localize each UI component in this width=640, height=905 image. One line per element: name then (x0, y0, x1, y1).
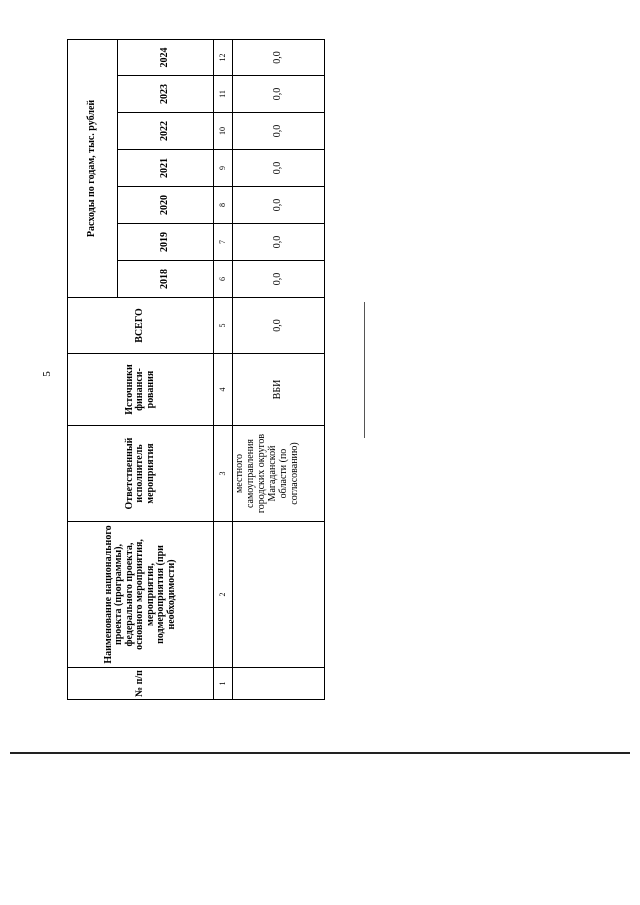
column-number: 2 (214, 522, 233, 668)
page-number: 5 (40, 371, 53, 377)
column-number: 9 (214, 150, 233, 187)
column-number: 6 (214, 261, 233, 298)
row-year-value: 0,0 (233, 187, 325, 224)
column-number: 5 (214, 298, 233, 354)
header-year: 2018 (118, 261, 214, 298)
row-year-value: 0,0 (233, 76, 325, 113)
row-total: 0,0 (233, 298, 325, 354)
row-num (233, 668, 325, 700)
header-name: Наименование национального проекта (программы), федерального проекта, основного мероприятия, мероприятия, подмероприятия (при необходимости) (68, 522, 214, 668)
header-num: № п/п (68, 668, 214, 700)
column-number: 8 (214, 187, 233, 224)
row-year-value: 0,0 (233, 113, 325, 150)
header-total: ВСЕГО (68, 298, 214, 354)
row-year-value: 0,0 (233, 261, 325, 298)
header-year: 2024 (118, 39, 214, 75)
row-responsible: местного самоуправления городских округов Магаданской области (по согласованию) (233, 426, 325, 522)
row-year-value: 0,0 (233, 150, 325, 187)
column-number: 11 (214, 76, 233, 113)
vertical-divider (364, 302, 365, 438)
column-number-row (214, 39, 233, 699)
row-name (233, 522, 325, 668)
column-number: 12 (214, 39, 233, 75)
row-year-value: 0,0 (233, 224, 325, 261)
column-number: 3 (214, 426, 233, 522)
column-number: 7 (214, 224, 233, 261)
header-year: 2021 (118, 150, 214, 187)
column-number: 1 (214, 668, 233, 700)
row-year-value: 0,0 (233, 39, 325, 75)
expenses-table (67, 39, 325, 700)
header-year: 2019 (118, 224, 214, 261)
rotated-table-wrapper (67, 40, 325, 700)
column-number: 10 (214, 113, 233, 150)
data-row (233, 39, 325, 699)
header-year: 2020 (118, 187, 214, 224)
column-number: 4 (214, 354, 233, 426)
header-year: 2022 (118, 113, 214, 150)
header-source: Источники финанси-рования (68, 354, 214, 426)
header-responsible: Ответственный исполнитель мероприятия (68, 426, 214, 522)
header-year: 2023 (118, 76, 214, 113)
header-years-group: Расходы по годам, тыс. рублей (68, 39, 118, 297)
row-source: ВБИ (233, 354, 325, 426)
horizontal-divider (10, 752, 630, 754)
header-row-1 (68, 39, 118, 699)
